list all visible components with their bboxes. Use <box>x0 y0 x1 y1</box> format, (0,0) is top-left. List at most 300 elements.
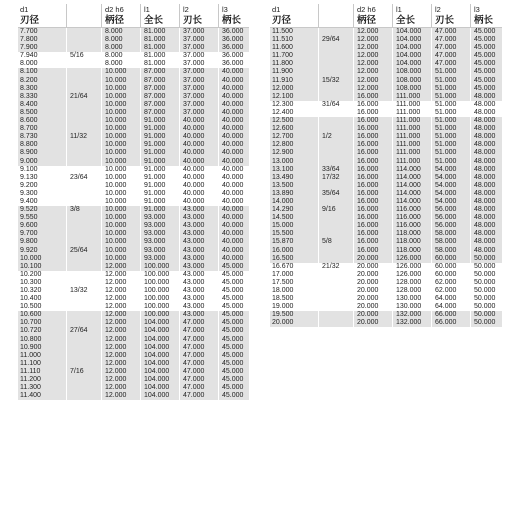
column-divider <box>66 52 67 60</box>
l2-flute-length-cell: 58.000 <box>435 238 457 246</box>
l1-header-label: 全长 <box>396 15 416 26</box>
table-row <box>18 190 249 198</box>
l1-overall-length-cell: 91.000 <box>144 189 166 197</box>
d2-shank-diameter-cell: 10.000 <box>105 181 127 189</box>
column-divider <box>318 238 319 246</box>
l1-overall-length-cell: 128.000 <box>396 287 422 294</box>
column-divider <box>470 279 471 287</box>
column-divider <box>431 182 432 190</box>
l1-overall-length-cell: 116.000 <box>396 206 421 214</box>
column-divider <box>353 319 354 327</box>
d1-cell: 8.500 <box>20 108 38 116</box>
table-row <box>270 68 502 76</box>
column-divider <box>101 214 102 222</box>
column-divider <box>353 255 354 263</box>
column-divider <box>392 166 393 174</box>
d2-shank-diameter-cell: 12.000 <box>357 36 379 44</box>
d1-cell: 13.490 <box>272 173 294 181</box>
column-divider <box>353 214 354 222</box>
l1-overall-length-cell: 81.000 <box>144 36 166 44</box>
table-row <box>18 279 249 287</box>
d1-header-symbol: d1 <box>20 5 29 14</box>
l3-header-label: 柄长 <box>222 15 242 26</box>
column-divider <box>353 190 354 198</box>
column-divider <box>101 392 102 400</box>
l1-overall-length-cell: 111.000 <box>396 149 421 157</box>
column-divider <box>218 263 219 271</box>
column-divider <box>179 279 180 287</box>
d2-shank-diameter-cell: 8.000 <box>105 60 123 68</box>
column-divider <box>66 158 67 166</box>
d1-cell: 20.000 <box>272 319 294 327</box>
table-row <box>18 303 249 311</box>
column-divider <box>218 101 219 109</box>
d1-cell: 11.300 <box>20 384 41 392</box>
l2-flute-length-cell: 43.000 <box>183 270 205 278</box>
column-divider <box>431 271 432 279</box>
l3-shank-length-cell: 36.000 <box>222 60 244 68</box>
l2-flute-length-cell: 40.000 <box>183 165 205 173</box>
l3-header <box>474 4 493 27</box>
d1-cell: 8.600 <box>20 117 38 125</box>
column-divider <box>392 174 393 182</box>
column-divider <box>179 133 180 141</box>
inch-fraction-cell: 21/32 <box>322 262 340 270</box>
column-divider <box>179 287 180 295</box>
d2-shank-diameter-cell: 8.000 <box>105 28 123 35</box>
l1-overall-length-cell: 91.000 <box>144 181 166 189</box>
column-divider <box>101 77 102 85</box>
column-divider <box>470 158 471 166</box>
l3-shank-length-cell: 40.000 <box>222 92 244 100</box>
header-column-divider <box>218 4 219 27</box>
l1-overall-length-cell: 104.000 <box>144 359 170 367</box>
column-divider <box>353 303 354 311</box>
l2-flute-length-cell: 40.000 <box>183 149 205 157</box>
d2-header-symbol: d2 h6 <box>357 5 376 14</box>
l2-header <box>183 4 202 27</box>
column-divider <box>101 101 102 109</box>
column-divider <box>470 247 471 255</box>
column-divider <box>66 190 67 198</box>
d2-header-label: 柄径 <box>357 15 377 26</box>
column-divider <box>179 182 180 190</box>
l2-flute-length-cell: 62.000 <box>435 287 457 294</box>
table-row <box>18 60 249 68</box>
l2-flute-length-cell: 47.000 <box>183 319 205 327</box>
column-divider <box>101 141 102 149</box>
column-divider <box>101 238 102 246</box>
column-divider <box>353 222 354 230</box>
l1-overall-length-cell: 108.000 <box>396 76 422 84</box>
column-divider <box>318 255 319 263</box>
inch-fraction-cell: 7/16 <box>70 367 84 375</box>
d2-shank-diameter-cell: 20.000 <box>357 311 379 319</box>
l3-shank-length-cell: 45.000 <box>474 76 496 84</box>
column-divider <box>318 77 319 85</box>
l3-shank-length-cell: 45.000 <box>222 278 244 286</box>
l2-flute-length-cell: 64.000 <box>435 303 457 311</box>
table-row <box>270 77 502 85</box>
column-divider <box>179 263 180 271</box>
l1-overall-length-cell: 111.000 <box>396 133 421 141</box>
d1-cell: 11.110 <box>20 367 41 375</box>
table-row <box>18 247 249 255</box>
column-divider <box>218 133 219 141</box>
d1-header-label: 刃径 <box>20 15 40 26</box>
column-divider <box>392 271 393 279</box>
d1-cell: 11.900 <box>272 68 293 76</box>
l1-overall-length-cell: 87.000 <box>144 100 166 108</box>
column-divider <box>470 295 471 303</box>
column-divider <box>140 190 141 198</box>
column-divider <box>179 68 180 76</box>
l2-flute-length-cell: 37.000 <box>183 36 205 44</box>
column-divider <box>318 311 319 319</box>
l2-flute-length-cell: 43.000 <box>183 238 205 246</box>
column-divider <box>218 303 219 311</box>
l1-overall-length-cell: 114.000 <box>396 189 421 197</box>
column-divider <box>101 190 102 198</box>
table-row <box>270 319 502 327</box>
column-divider <box>179 336 180 344</box>
column-divider <box>218 295 219 303</box>
table-row <box>270 247 502 255</box>
d1-cell: 18.000 <box>272 287 294 294</box>
column-divider <box>353 247 354 255</box>
l3-shank-length-cell: 36.000 <box>222 36 244 44</box>
column-divider <box>179 52 180 60</box>
l3-shank-length-cell: 45.000 <box>222 262 244 270</box>
column-divider <box>353 68 354 76</box>
column-divider <box>66 384 67 392</box>
column-divider <box>392 263 393 271</box>
l1-overall-length-cell: 81.000 <box>144 52 166 60</box>
d2-shank-diameter-cell: 16.000 <box>357 125 379 133</box>
column-divider <box>470 263 471 271</box>
column-divider <box>353 85 354 93</box>
d2-shank-diameter-cell: 16.000 <box>357 238 379 246</box>
l3-shank-length-cell: 40.000 <box>222 76 244 84</box>
column-divider <box>140 101 141 109</box>
d1-cell: 11.400 <box>20 392 41 400</box>
l1-overall-length-cell: 100.000 <box>144 287 170 294</box>
column-divider <box>318 271 319 279</box>
column-divider <box>140 222 141 230</box>
column-divider <box>431 125 432 133</box>
d2-shank-diameter-cell: 16.000 <box>357 92 379 100</box>
header-column-divider <box>66 4 67 27</box>
l3-shank-length-cell: 40.000 <box>222 157 244 165</box>
column-divider <box>470 85 471 93</box>
l3-shank-length-cell: 45.000 <box>222 319 244 327</box>
table-row <box>270 28 502 36</box>
l3-shank-length-cell: 40.000 <box>222 230 244 238</box>
l1-overall-length-cell: 104.000 <box>144 367 170 375</box>
l3-shank-length-cell: 45.000 <box>222 376 244 384</box>
l3-shank-length-cell: 40.000 <box>222 108 244 116</box>
column-divider <box>470 117 471 125</box>
column-divider <box>101 311 102 319</box>
table-row <box>18 360 249 368</box>
column-divider <box>218 93 219 101</box>
header-column-divider <box>392 4 393 27</box>
l2-flute-length-cell: 56.000 <box>435 206 457 214</box>
d1-cell: 13.500 <box>272 181 294 189</box>
d2-shank-diameter-cell: 20.000 <box>357 270 379 278</box>
l2-flute-length-cell: 37.000 <box>183 92 205 100</box>
column-divider <box>140 295 141 303</box>
column-divider <box>66 125 67 133</box>
column-divider <box>218 238 219 246</box>
column-divider <box>140 109 141 117</box>
column-divider <box>218 384 219 392</box>
d1-cell: 14.500 <box>272 214 294 222</box>
table-row <box>18 271 249 279</box>
l3-shank-length-cell: 45.000 <box>222 392 244 400</box>
column-divider <box>66 182 67 190</box>
table-row <box>270 279 502 287</box>
l1-overall-length-cell: 93.000 <box>144 230 166 238</box>
column-divider <box>392 247 393 255</box>
table-row <box>18 109 249 117</box>
column-divider <box>140 279 141 287</box>
d1-cell: 9.920 <box>20 246 38 254</box>
d1-cell: 7.900 <box>20 44 38 52</box>
column-divider <box>101 336 102 344</box>
d2-shank-diameter-cell: 12.000 <box>357 28 379 35</box>
l3-shank-length-cell: 45.000 <box>474 68 496 76</box>
d2-shank-diameter-cell: 12.000 <box>105 270 127 278</box>
column-divider <box>101 52 102 60</box>
column-divider <box>179 206 180 214</box>
d2-shank-diameter-cell: 12.000 <box>105 303 127 311</box>
l3-shank-length-cell: 45.000 <box>222 311 244 319</box>
l3-shank-length-cell: 40.000 <box>222 206 244 214</box>
table-row <box>270 158 502 166</box>
l1-overall-length-cell: 111.000 <box>396 157 421 165</box>
l1-overall-length-cell: 100.000 <box>144 303 170 311</box>
column-divider <box>470 214 471 222</box>
d1-cell: 7.940 <box>20 52 38 60</box>
l1-overall-length-cell: 100.000 <box>144 311 170 319</box>
column-divider <box>66 109 67 117</box>
column-divider <box>392 182 393 190</box>
l2-flute-length-cell: 58.000 <box>435 246 457 254</box>
column-divider <box>101 166 102 174</box>
column-divider <box>392 36 393 44</box>
column-divider <box>318 174 319 182</box>
column-divider <box>179 149 180 157</box>
column-divider <box>140 60 141 68</box>
l3-shank-length-cell: 40.000 <box>222 149 244 157</box>
l2-flute-length-cell: 43.000 <box>183 287 205 294</box>
column-divider <box>140 28 141 36</box>
table-row <box>18 222 249 230</box>
l2-header-symbol: l2 <box>183 5 189 14</box>
column-divider <box>431 303 432 311</box>
l1-overall-length-cell: 91.000 <box>144 125 166 133</box>
column-divider <box>218 319 219 327</box>
d1-cell: 9.100 <box>20 165 38 173</box>
column-divider <box>101 287 102 295</box>
column-divider <box>353 263 354 271</box>
column-divider <box>218 68 219 76</box>
d1-cell: 11.100 <box>20 359 41 367</box>
d2-shank-diameter-cell: 16.000 <box>357 165 379 173</box>
l1-overall-length-cell: 114.000 <box>396 197 421 205</box>
column-divider <box>218 279 219 287</box>
table-row <box>18 174 249 182</box>
l1-overall-length-cell: 104.000 <box>396 52 422 60</box>
l1-overall-length-cell: 91.000 <box>144 197 166 205</box>
column-divider <box>179 77 180 85</box>
l2-flute-length-cell: 43.000 <box>183 254 205 262</box>
d2-shank-diameter-cell: 10.000 <box>105 141 127 149</box>
d1-cell: 10.100 <box>20 262 42 270</box>
d2-shank-diameter-cell: 12.000 <box>105 376 127 384</box>
table-row <box>18 214 249 222</box>
column-divider <box>66 247 67 255</box>
l2-flute-length-cell: 40.000 <box>183 189 205 197</box>
column-divider <box>431 174 432 182</box>
column-divider <box>101 28 102 36</box>
l1-header-symbol: l1 <box>144 5 150 14</box>
l2-flute-length-cell: 43.000 <box>183 230 205 238</box>
column-divider <box>353 101 354 109</box>
l3-shank-length-cell: 48.000 <box>474 100 496 108</box>
column-divider <box>218 392 219 400</box>
l2-flute-length-cell: 43.000 <box>183 222 205 230</box>
l1-overall-length-cell: 81.000 <box>144 60 166 68</box>
column-divider <box>66 368 67 376</box>
column-divider <box>179 327 180 335</box>
table-row <box>18 344 249 352</box>
column-divider <box>318 247 319 255</box>
column-divider <box>140 230 141 238</box>
column-divider <box>318 52 319 60</box>
table-row <box>270 166 502 174</box>
l1-overall-length-cell: 116.000 <box>396 214 421 222</box>
column-divider <box>66 198 67 206</box>
l3-shank-length-cell: 48.000 <box>474 189 496 197</box>
column-divider <box>140 198 141 206</box>
d1-header-symbol: d1 <box>272 5 281 14</box>
l1-overall-length-cell: 104.000 <box>144 319 170 327</box>
l2-header-symbol: l2 <box>435 5 441 14</box>
d2-shank-diameter-cell: 10.000 <box>105 125 127 133</box>
l3-shank-length-cell: 45.000 <box>474 60 496 68</box>
column-divider <box>101 295 102 303</box>
column-divider <box>218 60 219 68</box>
column-divider <box>318 117 319 125</box>
d1-header-label: 刃径 <box>272 15 292 26</box>
column-divider <box>470 230 471 238</box>
column-divider <box>66 149 67 157</box>
d2-shank-diameter-cell: 20.000 <box>357 278 379 286</box>
l3-shank-length-cell: 45.000 <box>222 303 244 311</box>
l2-flute-length-cell: 66.000 <box>435 311 457 319</box>
table-row <box>270 60 502 68</box>
l3-shank-length-cell: 48.000 <box>474 133 496 141</box>
d1-cell: 9.520 <box>20 206 38 214</box>
column-divider <box>431 190 432 198</box>
column-divider <box>66 133 67 141</box>
l1-overall-length-cell: 128.000 <box>396 278 422 286</box>
column-divider <box>318 125 319 133</box>
column-divider <box>470 44 471 52</box>
l3-shank-length-cell: 40.000 <box>222 246 244 254</box>
header-column-divider <box>101 4 102 27</box>
l3-header <box>222 4 241 27</box>
table-row <box>18 93 249 101</box>
column-divider <box>392 319 393 327</box>
table-row <box>18 68 249 76</box>
column-divider <box>179 36 180 44</box>
l2-flute-length-cell: 56.000 <box>435 222 457 230</box>
column-divider <box>66 44 67 52</box>
column-divider <box>179 214 180 222</box>
column-divider <box>140 77 141 85</box>
l2-flute-length-cell: 37.000 <box>183 44 205 52</box>
l1-overall-length-cell: 104.000 <box>396 60 422 68</box>
column-divider <box>66 392 67 400</box>
table-row <box>270 141 502 149</box>
l3-shank-length-cell: 48.000 <box>474 214 496 222</box>
table-row <box>18 368 249 376</box>
d1-cell: 12.100 <box>272 92 294 100</box>
column-divider <box>392 117 393 125</box>
column-divider <box>140 68 141 76</box>
l1-overall-length-cell: 104.000 <box>144 351 170 359</box>
column-divider <box>392 190 393 198</box>
column-divider <box>140 206 141 214</box>
column-divider <box>353 44 354 52</box>
l1-header <box>144 4 163 27</box>
l2-flute-length-cell: 40.000 <box>183 197 205 205</box>
column-divider <box>66 166 67 174</box>
column-divider <box>179 360 180 368</box>
d2-shank-diameter-cell: 10.000 <box>105 108 127 116</box>
l3-shank-length-cell: 40.000 <box>222 133 244 141</box>
column-divider <box>66 206 67 214</box>
l2-flute-length-cell: 43.000 <box>183 206 205 214</box>
column-divider <box>140 125 141 133</box>
column-divider <box>318 222 319 230</box>
l2-flute-length-cell: 47.000 <box>183 335 205 343</box>
d2-header-label: 柄径 <box>105 15 125 26</box>
column-divider <box>318 109 319 117</box>
column-divider <box>179 392 180 400</box>
column-divider <box>66 174 67 182</box>
table-row <box>270 125 502 133</box>
column-divider <box>179 311 180 319</box>
column-divider <box>101 36 102 44</box>
column-divider <box>101 149 102 157</box>
d2-shank-diameter-cell: 12.000 <box>105 392 127 400</box>
column-divider <box>101 230 102 238</box>
column-divider <box>392 44 393 52</box>
d2-shank-diameter-cell: 10.000 <box>105 197 127 205</box>
d2-shank-diameter-cell: 16.000 <box>357 173 379 181</box>
column-divider <box>470 311 471 319</box>
column-divider <box>318 149 319 157</box>
l1-overall-length-cell: 111.000 <box>396 117 421 125</box>
column-divider <box>66 344 67 352</box>
column-divider <box>140 327 141 335</box>
l1-overall-length-cell: 93.000 <box>144 214 166 222</box>
column-divider <box>392 255 393 263</box>
